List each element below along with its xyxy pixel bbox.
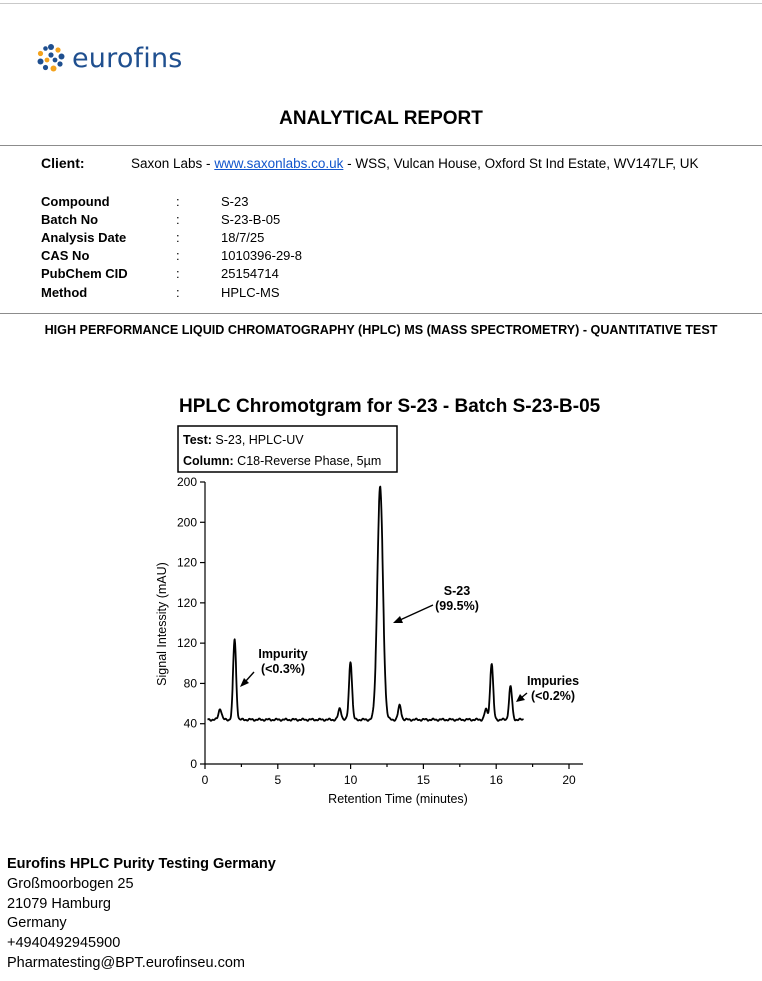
annotation-impurity	[240, 647, 308, 687]
chart-title: HPLC Chromotgram for S-23 - Batch S-23-B-05	[179, 396, 601, 417]
y-tick-label: 120	[176, 636, 197, 651]
x-tick-label: 10	[343, 773, 358, 787]
hplc-chart	[150, 362, 630, 832]
info-key: PubChem CID	[41, 266, 128, 282]
divider	[0, 145, 762, 146]
y-tick-label: 200	[176, 475, 197, 489]
info-box-value: S-23, HPLC-UV	[211, 433, 304, 447]
x-tick-label: 5	[274, 773, 282, 787]
info-row-pubchem	[41, 265, 302, 283]
info-separator: :	[176, 266, 180, 282]
client-website-link[interactable]: www.saxonlabs.co.uk	[214, 156, 344, 171]
footer-city: 21079 Hamburg	[7, 895, 111, 912]
annotation-s23	[393, 584, 479, 623]
x-tick-label: 20	[562, 773, 576, 787]
info-value: HPLC-MS	[221, 284, 280, 300]
info-row-analysis-date	[41, 228, 302, 246]
info-key: Compound	[41, 193, 110, 209]
info-box-line-test	[183, 433, 304, 447]
y-tick-label: 40	[183, 716, 197, 731]
footer-phone: +4940492945900	[7, 935, 121, 952]
annotation-line: S-23	[443, 584, 471, 598]
client-name: Saxon Labs -	[131, 156, 215, 171]
footer-country: Germany	[7, 915, 67, 932]
y-tick-label: 0	[190, 757, 197, 771]
info-separator: :	[176, 284, 180, 300]
info-box-label: Test:	[183, 433, 212, 447]
y-tick-label: 120	[176, 595, 197, 610]
section-title: HIGH PERFORMANCE LIQUID CHROMATOGRAPHY (HPLC) MS (MASS SPECTROMETRY) - QUANTITATIVE TEST	[44, 323, 718, 337]
annotation-line: Impurity	[258, 647, 308, 661]
info-row-cas	[41, 247, 302, 265]
divider	[0, 313, 762, 314]
arrowhead-icon	[393, 616, 403, 623]
info-separator: :	[176, 211, 180, 227]
top-rule	[0, 3, 762, 4]
y-ticks	[177, 475, 205, 771]
info-separator: :	[176, 248, 180, 264]
info-value: S-23	[221, 193, 249, 209]
annotation-impurities	[516, 674, 579, 703]
eurofins-logo	[36, 40, 183, 76]
report-info-table	[41, 192, 302, 301]
annotation-line: (<0.2%)	[530, 689, 576, 703]
x-ticks	[202, 764, 576, 787]
y-axis-label: Signal Intessity (mAU)	[155, 562, 169, 686]
x-tick-label: 0	[201, 773, 209, 787]
annotation-line: (99.5%)	[435, 599, 479, 613]
info-key: CAS No	[41, 248, 90, 264]
footer-company: Eurofins HPLC Purity Testing Germany	[7, 856, 276, 872]
report-title: ANALYTICAL REPORT	[279, 108, 483, 129]
info-key: Method	[41, 284, 88, 300]
info-row-method	[41, 283, 302, 301]
footer-email[interactable]: Pharmatesting@BPT.eurofinseu.com	[7, 954, 245, 971]
x-tick-label: 15	[416, 773, 431, 787]
info-value: 25154714	[221, 266, 279, 282]
logo-text: eurofins	[72, 42, 183, 74]
info-row-compound	[41, 192, 302, 210]
info-box-label: Column:	[183, 454, 234, 468]
client-label: Client:	[41, 155, 85, 171]
info-row-batch	[41, 210, 302, 228]
info-box-value: C18-Reverse Phase, 5µm	[233, 454, 382, 468]
y-tick-label: 200	[176, 515, 197, 530]
y-tick-label: 120	[176, 555, 197, 570]
annotation-line: Impuries	[526, 674, 580, 688]
annotation-arrow	[400, 605, 433, 620]
client-address: - WSS, Vulcan House, Oxford St Ind Estate, WV147LF, UK	[343, 156, 699, 171]
info-value: S-23-B-05	[221, 211, 281, 227]
annotation-line: (<0.3%)	[260, 662, 306, 676]
footer-street: Großmoorbogen 25	[7, 875, 134, 892]
info-separator: :	[176, 229, 180, 245]
info-value: 1010396-29-8	[221, 248, 302, 264]
client-row	[41, 155, 699, 171]
info-box-line-column	[183, 454, 381, 468]
info-separator: :	[176, 193, 180, 209]
x-axis-label: Retention Time (minutes)	[328, 792, 468, 806]
eurofins-dots-icon	[36, 43, 66, 73]
info-value: 18/7/25	[221, 229, 265, 245]
chromatogram-svg	[150, 362, 630, 832]
footer-address	[7, 855, 276, 974]
info-key: Batch No	[41, 211, 99, 227]
x-tick-label: 16	[489, 773, 503, 787]
y-tick-label: 80	[183, 676, 197, 691]
info-key: Analysis Date	[41, 229, 127, 245]
